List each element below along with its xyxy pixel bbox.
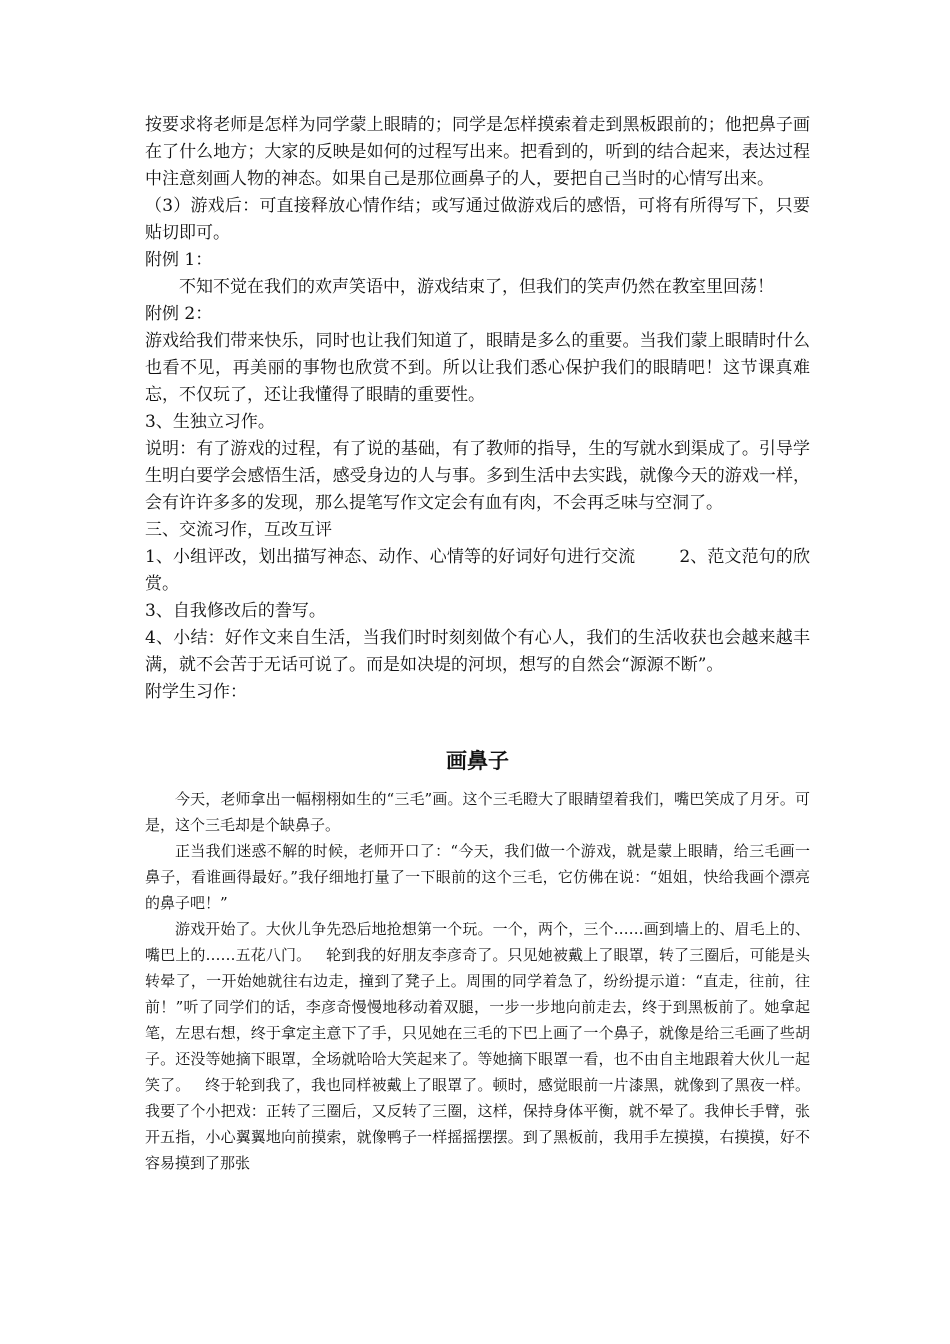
essay-paragraph: 正当我们迷惑不解的时候，老师开口了：“今天，我们做一个游戏，就是蒙上眼睛，给三毛画一鼻子，看谁画得最好。”我仔细地打量了一下眼前的这个三毛，它仿佛在说：“姐姐，快给我画个漂亮的鼻子吧！” [145,842,810,912]
paragraph: 1、小组评改，划出描写神态、动作、心情等的好词好句进行交流 2、范文范句的欣赏。 [145,547,810,594]
paragraph: 游戏给我们带来快乐，同时也让我们知道了，眼睛是多么的重要。当我们蒙上眼睛时什么也看不见，再美丽的事物也欣赏不到。所以让我们悉心保护我们的眼睛吧！这节课真难忘，不仅玩了，还让我懂得了眼睛的重要性。 [145,331,810,405]
essay-title: 画鼻子 [446,748,509,773]
paragraph: 附例 2： [145,304,213,324]
paragraph: 3、自我修改后的誊写。 [145,601,326,621]
paragraph: 按要求将老师是怎样为同学蒙上眼睛的；同学是怎样摸索着走到黑板跟前的；他把鼻子画在了什么地方；大家的反映是如何的过程写出来。把看到的，听到的结合起来，表达过程中注意刻画人物的神态。如果自己是那位画鼻子的人，要把自己当时的心情写出来。 [145,115,810,189]
section-spacer [145,706,810,746]
paragraph: 4、小结：好作文来自生活，当我们时时刻刻做个有心人，我们的生活收获也会越来越丰满，就不会苦于无话可说了。而是如决堤的河坝，想写的自然会“源源不断”。 [145,628,810,675]
paragraph: 附学生习作： [145,682,247,702]
paragraph: （3）游戏后：可直接释放心情作结；或写通过做游戏后的感悟，可将有所得写下，只要贴切即可。 [145,196,810,243]
paragraph: 说明：有了游戏的过程，有了说的基础，有了教师的指导，生的写就水到渠成了。引导学生明白要学会感悟生活，感受身边的人与事。多到生活中去实践，就像今天的游戏一样，会有许许多多的发现，那么提笔写作文定会有血有肉，不会再乏味与空洞了。 [145,439,810,513]
document-page [145,112,810,1176]
essay-body [145,786,810,1176]
paragraph: 三、交流习作，互改互评 [145,520,332,540]
paragraph: 3、生独立习作。 [145,412,275,432]
lesson-notes [145,112,810,706]
paragraph: 附例 1： [145,250,213,270]
essay-paragraph: 今天，老师拿出一幅栩栩如生的“三毛”画。这个三毛瞪大了眼睛望着我们，嘴巴笑成了月牙。可是，这个三毛却是个缺鼻子。 [145,790,810,834]
paragraph: 不知不觉在我们的欢声笑语中，游戏结束了，但我们的笑声仍然在教室里回荡！ [179,277,774,297]
essay-paragraph: 游戏开始了。大伙儿争先恐后地抢想第一个玩。一个，两个，三个……画到墙上的、眉毛上的、嘴巴上的……五花八门。 轮到我的好朋友李彦奇了。只见她被戴上了眼罩，转了三圈后，可能是头转晕了，一开始她就往右边走，撞到了凳子上。周围的同学着急了，纷纷提示道：“直走，往前，往前！”听了同学们的话，李彦奇慢慢地移动着双腿，一步一步地向前走去，终于到黑板前了。她拿起笔，左思右想，终于拿定主意下了手，只见她在三毛的下巴上画了一个鼻子，就像是给三毛画了些胡子。还没等她摘下眼罩，全场就哈哈大笑起来了。等她摘下眼罩一看，也不由自主地跟着大伙儿一起笑了。 终于轮到我了，我也同样被戴上了眼罩了。顿时，感觉眼前一片漆黑，就像到了黑夜一样。我要了个小把戏：正转了三圈后，又反转了三圈，这样，保持身体平衡，就不晕了。我伸长手臂，张开五指，小心翼翼地向前摸索，就像鸭子一样摇摇摆摆。到了黑板前，我用手左摸摸，右摸摸，好不容易摸到了那张 [145,920,810,1172]
